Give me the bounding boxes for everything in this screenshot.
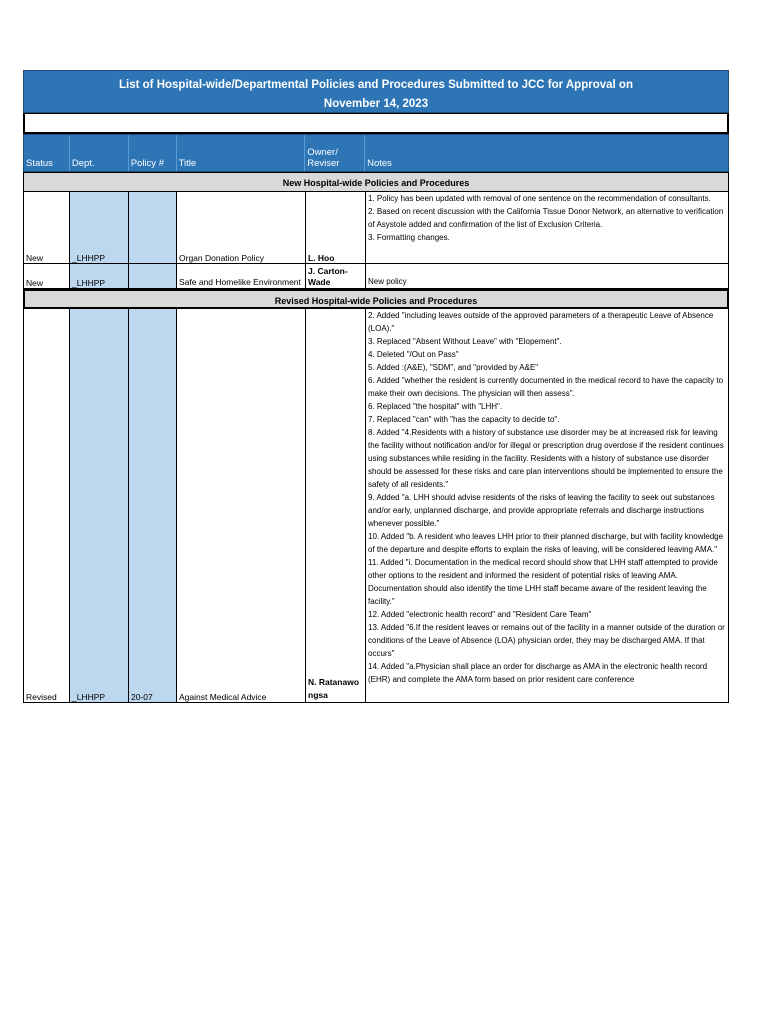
row-status: New xyxy=(23,192,69,263)
note-line: 4. Deleted "/Out on Pass" xyxy=(368,350,459,359)
table-row xyxy=(23,192,729,264)
note-line: 6. Replaced "the hospital" with "LHH". xyxy=(368,402,503,411)
note-line: 11. Added "i. Documentation in the medical record should show that LHH staff attempted to provide other options to the resident and informed the resident of potential risks of leaving AMA. Documentation should also identify the time LHH staff became aware of the resident leaving the facility." xyxy=(368,558,718,606)
table-row xyxy=(23,264,729,289)
section-revised-heading: Revised Hospital-wide Policies and Procedures xyxy=(23,289,729,309)
row-dept: _LHHPP xyxy=(69,192,128,263)
row-notes xyxy=(365,309,729,702)
note-line: 2. Added "including leaves outside of the approved parameters of a therapeutic Leave of Absence (LOA)." xyxy=(368,311,714,333)
policy-sheet xyxy=(23,70,729,703)
row-title: Safe and Homelike Environment xyxy=(176,264,305,288)
note-line: New policy xyxy=(368,277,407,286)
row-status: Revised xyxy=(23,309,69,702)
row-dept: _LHHPP xyxy=(69,264,128,288)
col-owner-line1: Owner/ xyxy=(307,147,338,158)
note-line: 13. Added "6.If the resident leaves or remains out of the facility in a manner outside of the duration or conditions of the Leave of Absence (LOA) physician order, they may be discharged AMA. If that occurs" xyxy=(368,623,725,658)
row-notes xyxy=(365,264,729,288)
col-dept: Dept. xyxy=(70,135,129,171)
row-dept: _LHHPP xyxy=(69,309,128,702)
note-line: 7. Replaced "can" with "has the capacity to decide to". xyxy=(368,415,560,424)
row-policy: 20-07 xyxy=(128,309,176,702)
col-title: Title xyxy=(177,135,306,171)
title-line-2: November 14, 2023 xyxy=(323,98,429,110)
row-notes xyxy=(365,192,729,263)
row-owner: N. Ratanawongsa xyxy=(305,309,365,702)
note-line: 8. Added "4.Residents with a history of substance use disorder may be at increased risk for leaving the facility without notification and/or for illegal or prescription drug overdose if the resident continues using substances while residing in the facility. Residents with a history of substance use disorder should be assessed for these risks and care plan interventions should be implemented to ensure the safety of all residents." xyxy=(368,428,724,489)
row-title: Organ Donation Policy xyxy=(176,192,305,263)
note-line: 5. Added :(A&E), "SDM", and "provided by A&E" xyxy=(368,363,539,372)
col-status: Status xyxy=(24,135,70,171)
row-policy xyxy=(128,192,176,263)
document-title xyxy=(23,70,729,113)
col-policy: Policy # xyxy=(129,135,177,171)
title-line-1: List of Hospital-wide/Departmental Policies and Procedures Submitted to JCC for Approval on xyxy=(119,79,633,91)
note-line: 12. Added "electronic health record" and "Resident Care Team" xyxy=(368,610,592,619)
note-line: 3. Replaced "Absent Without Leave" with "Elopement". xyxy=(368,337,562,346)
row-title: Against Medical Advice xyxy=(176,309,305,702)
row-policy xyxy=(128,264,176,288)
table-row xyxy=(23,309,729,703)
note-line: 6. Added "whether the resident is currently documented in the medical record to have the capacity to make their own decisions. The physician will then assess". xyxy=(368,376,724,398)
column-header-row xyxy=(23,134,729,172)
note-line: 1. Policy has been updated with removal of one sentence on the recommendation of consultants. xyxy=(368,194,711,203)
note-line: 3. Formatting changes. xyxy=(368,233,450,242)
row-owner: J. Carton-Wade xyxy=(305,264,365,288)
row-owner: L. Hoo xyxy=(305,192,365,263)
blank-row xyxy=(23,113,729,134)
note-line: 14. Added "a.Physician shall place an order for discharge as AMA in the electronic health record (EHR) and complete the AMA form based on prior resident care conference xyxy=(368,662,708,684)
col-owner-line2: Reviser xyxy=(307,158,340,169)
col-owner xyxy=(305,135,365,171)
note-line: 2. Based on recent discussion with the California Tissue Donor Network, an alternative to verification of Asystole added and confirmation of the list of Exclusion Criteria. xyxy=(368,207,724,229)
note-line: 10. Added "b. A resident who leaves LHH prior to their planned discharge, but with facility knowledge of the departure and despite efforts to explain the risks of leaving, will be considered leaving AMA." xyxy=(368,532,724,554)
note-line: 9. Added "a. LHH should advise residents of the risks of leaving the facility to seek out substances and/or early, unplanned discharge, and provide appropriate referrals and discharge instructions whenever possible." xyxy=(368,493,715,528)
section-new-heading: New Hospital-wide Policies and Procedures xyxy=(23,172,729,192)
row-status: New xyxy=(23,264,69,288)
col-notes: Notes xyxy=(367,158,392,169)
